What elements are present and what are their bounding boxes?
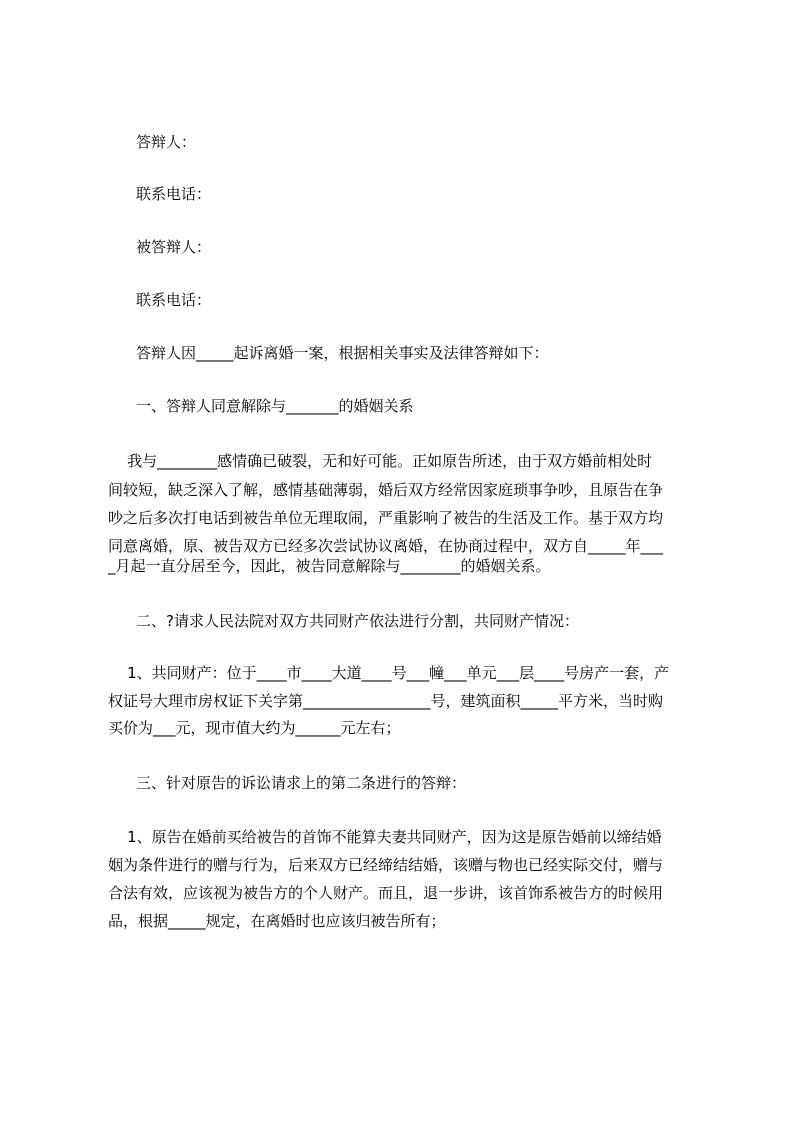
paragraph-line: 合法有效，应该视为被告方的个人财产。而且，退一步讲，该首饰系被告方的时候用 bbox=[108, 884, 664, 902]
answered-party-phone-label: 联系电话： bbox=[136, 291, 212, 309]
paragraph-line: 品，根据_____规定，在离婚时也应该归被告所有； bbox=[108, 912, 446, 930]
section2-heading: 二、?请求人民法院对双方共同财产依法进行分割，共同财产情况： bbox=[136, 612, 579, 630]
paragraph-line: 买价为___元，现市值大约为______元左右； bbox=[108, 719, 401, 737]
paragraph-line: 权证号大理市房权证下关字第_________________号，建筑面积_____平方米，当时购 bbox=[108, 692, 664, 710]
paragraph-line: 同意离婚，原、被告双方已经多次尝试协议离婚，在协商过程中，双方自_____年___ bbox=[108, 537, 664, 555]
respondent-label: 答辩人： bbox=[136, 133, 197, 151]
intro-paragraph: 答辩人因_____起诉离婚一案，根据相关事实及法律答辩如下： bbox=[136, 344, 549, 362]
paragraph-line: 1、共同财产：位于____市____大道____号___幢___单元___层____号房产一套，产 bbox=[108, 664, 670, 682]
paragraph-line: 吵之后多次打电话到被告单位无理取闹，严重影响了被告的生活及工作。基于双方均 bbox=[108, 509, 664, 527]
respondent-phone-label: 联系电话： bbox=[136, 185, 212, 203]
paragraph-line: 姻为条件进行的赠与行为，后来双方已经缔结结婚，该赠与物也已经实际交付，赠与 bbox=[108, 856, 664, 874]
paragraph-line: 间较短，缺乏深入了解，感情基础薄弱，婚后双方经常因家庭琐事争吵，且原告在争 bbox=[108, 481, 664, 499]
paragraph-line: _月起一直分居至今，因此，被告同意解除与________的婚姻关系。 bbox=[108, 557, 551, 575]
paragraph-line: 我与________感情确已破裂，无和好可能。正如原告所述，由于双方婚前相处时 bbox=[108, 452, 653, 470]
paragraph-line: 1、原告在婚前买给被告的首饰不能算夫妻共同财产，因为这是原告婚前以缔结婚 bbox=[108, 828, 662, 846]
section3-heading: 三、针对原告的诉讼请求上的第二条进行的答辩： bbox=[136, 774, 467, 792]
answered-party-label: 被答辩人： bbox=[136, 238, 212, 256]
section1-heading: 一、答辩人同意解除与_______的婚姻关系 bbox=[136, 397, 414, 415]
